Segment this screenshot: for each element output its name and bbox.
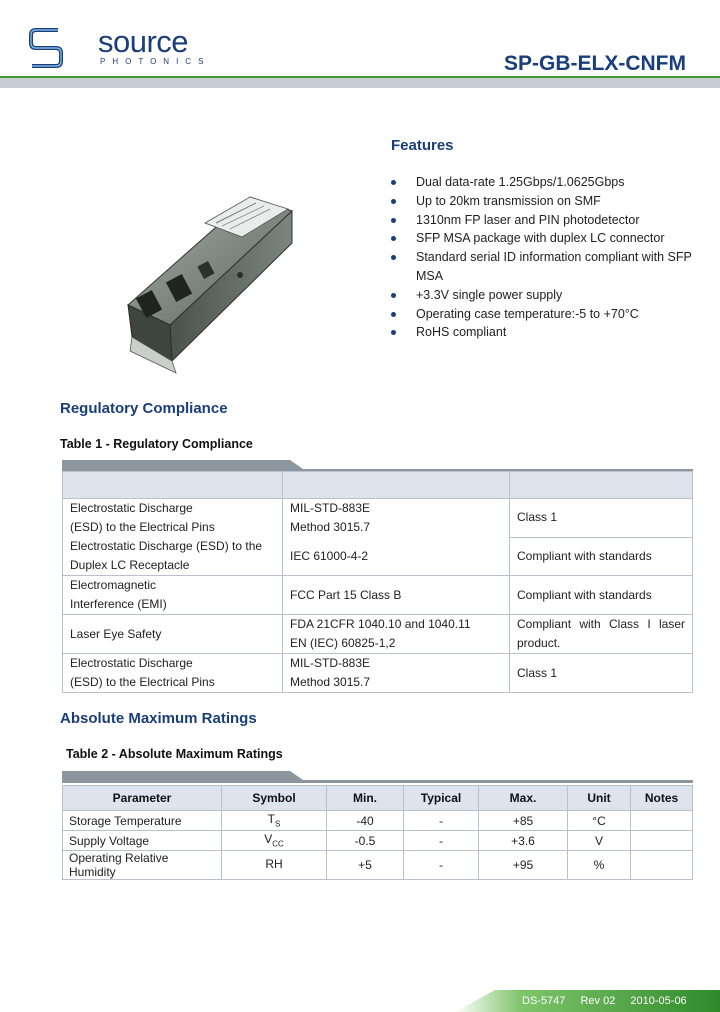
header-divider-grey bbox=[0, 78, 720, 88]
table-header-row bbox=[63, 472, 693, 499]
list-item: +3.3V single power supply bbox=[391, 286, 696, 305]
features-list bbox=[391, 173, 696, 342]
amr-title: Absolute Maximum Ratings bbox=[60, 710, 257, 727]
footer-info bbox=[522, 995, 699, 1007]
doc-number: DS-5747 bbox=[522, 995, 566, 1007]
regulatory-title: Regulatory Compliance bbox=[60, 400, 228, 417]
table2-tab-bar bbox=[62, 771, 693, 785]
amr-table bbox=[62, 785, 693, 880]
table-row: Electrostatic Discharge (ESD) to the Electrical Pins MIL-STD-883E Method 3015.7 Class 1 bbox=[63, 499, 693, 538]
table-row: Storage Temperature $T_S$ -40 - +85 °C bbox=[63, 811, 693, 831]
table-row: Electrostatic Discharge (ESD) to the Electrical Pins MIL-STD-883E Method 3015.7 Class 1 bbox=[63, 654, 693, 693]
logo-subtitle: PHOTONICS bbox=[100, 57, 211, 66]
sfp-transceiver-image bbox=[110, 185, 325, 375]
table2-caption: Table 2 - Absolute Maximum Ratings bbox=[66, 747, 283, 761]
list-item: SFP MSA package with duplex LC connector bbox=[391, 229, 696, 248]
logo-wordmark: source bbox=[98, 24, 189, 59]
features-title: Features bbox=[391, 137, 454, 154]
list-item: Dual data-rate 1.25Gbps/1.0625Gbps bbox=[391, 173, 696, 192]
table-row: Operating Relative Humidity RH +5 - +95 % bbox=[63, 851, 693, 880]
table1-caption: Table 1 - Regulatory Compliance bbox=[60, 437, 253, 451]
part-number-title: SP-GB-ELX-CNFM bbox=[504, 52, 686, 75]
table-header-row: Parameter Symbol Min. Typical Max. Unit Notes bbox=[63, 786, 693, 811]
doc-date: 2010-05-06 bbox=[630, 995, 687, 1007]
list-item: 1310nm FP laser and PIN photodetector bbox=[391, 211, 696, 230]
list-item: Standard serial ID information compliant with SFP MSA bbox=[391, 248, 696, 286]
table-row: Electrostatic Discharge (ESD) to the Duplex LC Receptacle IEC 61000-4-2 Compliant with standards bbox=[63, 537, 693, 576]
source-logo-icon bbox=[28, 26, 64, 70]
list-item: Operating case temperature:-5 to +70°C bbox=[391, 305, 696, 324]
regulatory-table bbox=[62, 471, 693, 693]
table-row: Supply Voltage $V_{CC}$ -0.5 - +3.6 V bbox=[63, 831, 693, 851]
revision: Rev 02 bbox=[580, 995, 616, 1007]
list-item: Up to 20km transmission on SMF bbox=[391, 192, 696, 211]
list-item: RoHS compliant bbox=[391, 323, 696, 342]
table-row: Electromagnetic Interference (EMI) FCC Part 15 Class B Compliant with standards bbox=[63, 576, 693, 615]
table-row: Laser Eye Safety FDA 21CFR 1040.10 and 1040.11 EN (IEC) 60825-1,2 Compliant with Class I laser product. bbox=[63, 615, 693, 654]
